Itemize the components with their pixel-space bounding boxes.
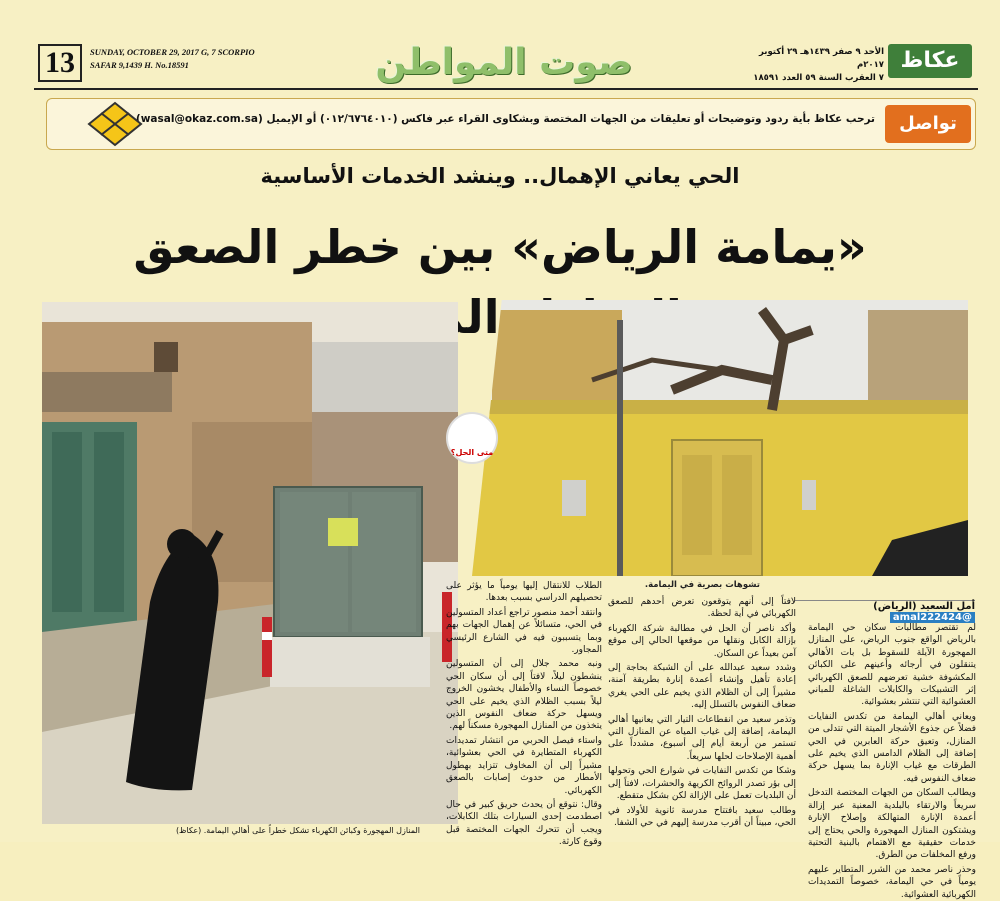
dateline-arabic-line-1: الأحد ٩ صفر ١٤٣٩هـ ٢٩ أكتوبر ٢٠١٧م xyxy=(758,47,884,70)
column-2-paragraph: وشكا من تكدس النفايات في شوارع الحي وتحولها إلى بؤر تصدر الروائح الكريهة والحشرات، لافتاً إلى أن البلديات تعمل على الإزالة لكن بشكل متقطع. xyxy=(608,766,796,802)
column-2-paragraph: لافتاً إلى أنهم يتوقعون تعرض أحدهم للصعق الكهربائي في أية لحظة. xyxy=(608,597,796,620)
masthead xyxy=(34,36,978,90)
newspaper-logo: عكاظ xyxy=(888,44,972,78)
byline-name: أمل السعيد (الرياض) xyxy=(873,601,975,612)
contact-text: ترحب عكاظ بأية ردود وتوضيحات أو تعليقات من الجهات المختصة وبشكاوى القراء عبر فاكس (٠١٢/٦٧٦٤٠١٠) أو الإيميل (wasal@okaz.com.sa) xyxy=(135,113,875,125)
page-number: 13 xyxy=(38,44,82,82)
column-1-paragraph: ويطالب السكان من الجهات المختصة التدخل سريعاً والارتقاء بالبلدية المعنية عبر إزالة أعمدة الإنارة المتهالكة وإصلاح الإنارة ويشتكون المنازل المهجورة والحي يحتاج إلى خدمات حقيقية مع الاهتمام بالبنية التحتية ورفع المخلفات من الطرق. xyxy=(808,788,976,861)
column-2-paragraph: وتذمر سعيد من انقطاعات التيار التي يعانيها أهالي اليمامة، إضافة إلى غياب المياه عن المنازل التي تستمر من أربعة أيام إلى أسبوع، مشدداً على أهمية الإصلاحات لحلها سريعاً. xyxy=(608,714,796,762)
article-column-2 xyxy=(608,596,796,856)
question-badge xyxy=(446,412,498,464)
column-3-paragraph: وقال: نتوقع أن يحدث حريق كبير في حال اصطدمت إحدى السيارات بتلك الكابلات، ويجب أن تتحرك الجهات المختصة قبل وقوع كارثة. xyxy=(446,799,602,848)
dateline-arabic xyxy=(734,46,884,85)
photo-caption-left: المنازل المهجورة وكبائن الكهرباء تشكل خطراً على أهالي اليمامة. (عكاظ) xyxy=(175,826,420,835)
column-2-paragraph: وطالب سعيد بافتتاح مدرسة ثانوية للأولاد في الحي، مبيناً أن أقرب مدرسة إليهم في حي الشفا. xyxy=(608,805,796,828)
article-byline xyxy=(795,600,975,623)
dateline-arabic-line-2: ٧ العقرب السنة ٥٩ العدد ١٨٥٩١ xyxy=(753,73,884,83)
byline-handle: @amal222424 xyxy=(890,612,975,623)
column-1-paragraph: وحذر ناصر محمد من الشرر المتطاير عليهم يومياً في حي اليمامة، خصوصاً التمديدات الكهربائية العشوائية. xyxy=(808,864,976,900)
section-title: صوت المواطن xyxy=(375,42,633,83)
dateline-english-line-2: SAFAR 9,1439 H. No.18591 xyxy=(90,60,189,70)
article-headline: «يمامة الرياض» بين خطر الصعق xyxy=(133,220,867,274)
column-3-paragraph: واستاء فيصل الحربي من انتشار تمديدات الكهرباء المتطايرة في الحي بعشوائية، مشيراً إلى أن المخاوف تتزايد بهطول الأمطار من حدوث إصابات بالصعق الكهربائي. xyxy=(446,735,602,796)
dateline-english-line-1: SUNDAY, OCTOBER 29, 2017 G, 7 SCORPIO xyxy=(90,47,255,57)
column-1-paragraph: لم تقتصر مطالبات سكان حي اليمامة بالرياض الواقع جنوب الرياض، على المنازل المهجورة الآيلة للسقوط بل بات الأهالي يتنقلون في أرجائه وأعينهم على الكبائن المكشوفة خشية تعرضهم للصعق الكهربائي إثر التشبيكات والكابلات الشاغلة للمباني العشوائية التي تنتشر بعشوائية. xyxy=(808,623,976,708)
photo-abandoned-houses xyxy=(42,302,458,824)
column-3-paragraph: وانتقد أحمد منصور تراجع أعداد المتسولين في الحي، متسائلاً عن إهمال الجهات بهم وبما يتسببون فيه في الشارع الرئيسي المجاور. xyxy=(446,607,602,656)
article-kicker: الحي يعاني الإهمال.. وينشد الخدمات الأساسية xyxy=(260,164,740,188)
photo-caption-right: تشوهات بصرية في اليمامة. xyxy=(644,580,760,590)
envelope-icon xyxy=(87,101,143,147)
dateline-english xyxy=(90,46,255,72)
photo-yellow-walls xyxy=(472,300,968,576)
column-3-paragraph: الطلاب للانتقال إليها يومياً ما يؤثر على تحصيلهم الدراسي بسبب بعدها. xyxy=(446,581,602,604)
contact-label: تواصل xyxy=(885,105,971,143)
article-column-3 xyxy=(446,580,602,848)
question-badge-text: متى الحل؟ xyxy=(450,448,494,457)
article-column-1 xyxy=(808,622,976,900)
contact-bar xyxy=(46,98,976,150)
column-2-paragraph: وأكد ناصر أن الحل في مطالبة شركة الكهرباء بإزالة الكابل ونقلها من موقعها الحالي إلى موقع آمن بعيداً عن السكان. xyxy=(608,623,796,659)
column-1-paragraph: ويعاني أهالي اليمامة من تكدس النفايات فضلاً عن جذوع الأشجار الميتة التي تتدلى من المنازل، وتعيق حركة العابرين في الحي إضافة إلى الظلام الدامس الذي يخيم على الطرقات مع غياب الإنارة بما يسهل حركة ضعاف النفوس فيه. xyxy=(808,711,976,784)
column-2-paragraph: وشدد سعيد عبدالله على أن الشبكة بحاجة إلى إعادة تأهيل وإنشاء أعمدة إنارة بطريقة آمنة، مشيراً إلى أن الظلام الذي يخيم على الحي يغري ضعاف النفوس بالتسلل إليه. xyxy=(608,663,796,711)
column-3-paragraph: ونبه محمد جلال إلى أن المتسولين ينشطون ليلاً، لافتاً إلى أن سكان الحي خصوصاً النساء والأطفال يخشون الخروج ليلاً بسبب الظلام الذي يخيم على الحي ويسهل حركة ضعاف النفوس الذين يتخذون من المنازل المهجورة مسكناً لهم. xyxy=(446,659,602,732)
